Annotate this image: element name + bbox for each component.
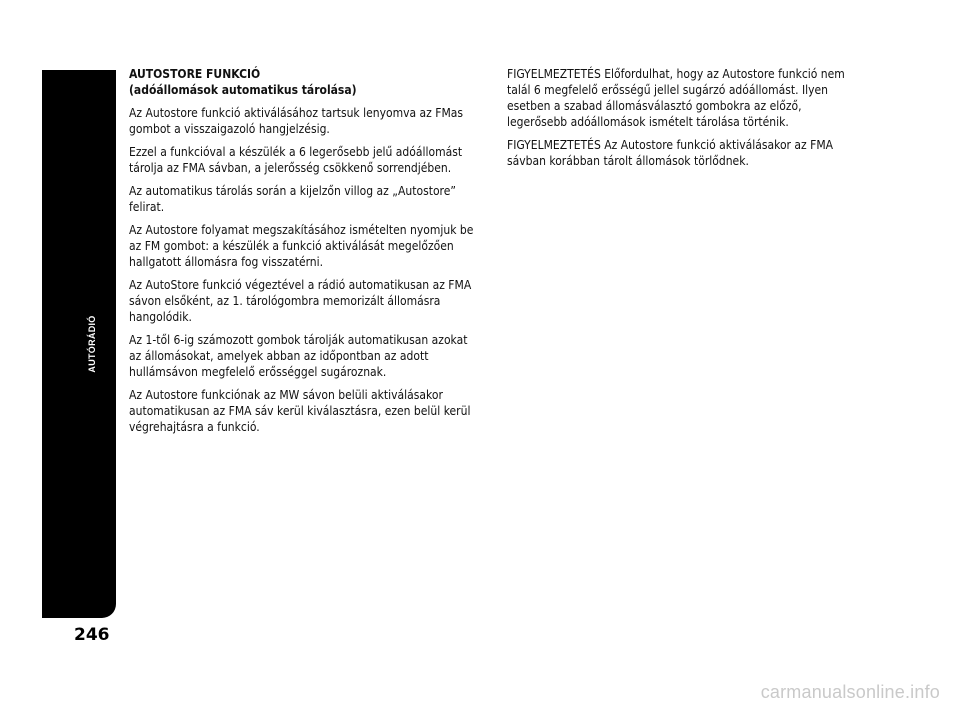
page-number: 246 xyxy=(74,625,110,645)
paragraph: Az automatikus tárolás során a kijelzőn villog az „Autostore” felirat. xyxy=(129,184,456,214)
chapter-label: AUTÓRÁDIÓ xyxy=(87,315,97,373)
paragraph: Az Autostore funkciónak az MW sávon belüli aktiválásakor automatikusan az FMA sáv kerül kiválasztásra, ezen belül kerül végrehajtásra a funkció. xyxy=(129,388,471,434)
warning-paragraph: FIGYELMEZTETÉS Előfordulhat, hogy az Autostore funkció nem talál 6 megfelelő erősségű jellel sugárzó adóállomást. Ilyen esetben a szabad állomásválasztó gombokra az előző, legerősebb adóállomások ismételt tárolása történik. xyxy=(507,67,845,129)
paragraph: Az 1-től 6-ig számozott gombok tárolják automatikusan azokat az állomásokat, amelyek abban az időpontban az adott hullámsávon megfelelő erősséggel sugároznak. xyxy=(129,333,468,379)
section-heading-title: AUTOSTORE FUNKCIÓ xyxy=(129,67,261,81)
paragraph: Az AutoStore funkció végeztével a rádió automatikusan az FMA sávon elsőként, az 1. tárológombra memorizált állomásra hangolódik. xyxy=(129,278,472,324)
watermark: carmanualsonline.info xyxy=(760,682,940,702)
paragraph: Az Autostore folyamat megszakításához ismételten nyomjuk be az FM gombot: a készülék a funkció aktiválását megelőzően hallgatott állomásra fog visszatérni. xyxy=(129,223,474,269)
paragraph: Az Autostore funkció aktiválásához tartsuk lenyomva az FMas gombot a visszaigazoló hangjelzésig. xyxy=(129,106,464,136)
paragraph: Ezzel a funkcióval a készülék a 6 legerősebb jelű adóállomást tárolja az FMA sávban, a jelerősség csökkenő sorrendjében. xyxy=(129,145,463,175)
chapter-side-tab xyxy=(42,70,116,618)
section-heading-subtitle: (adóállomások automatikus tárolása) xyxy=(129,83,357,97)
right-text-column xyxy=(507,66,855,176)
warning-paragraph: FIGYELMEZTETÉS Az Autostore funkció aktiválásakor az FMA sávban korábban tárolt állomások törlődnek. xyxy=(507,138,834,168)
section-heading xyxy=(129,66,481,98)
left-text-column xyxy=(129,66,481,442)
